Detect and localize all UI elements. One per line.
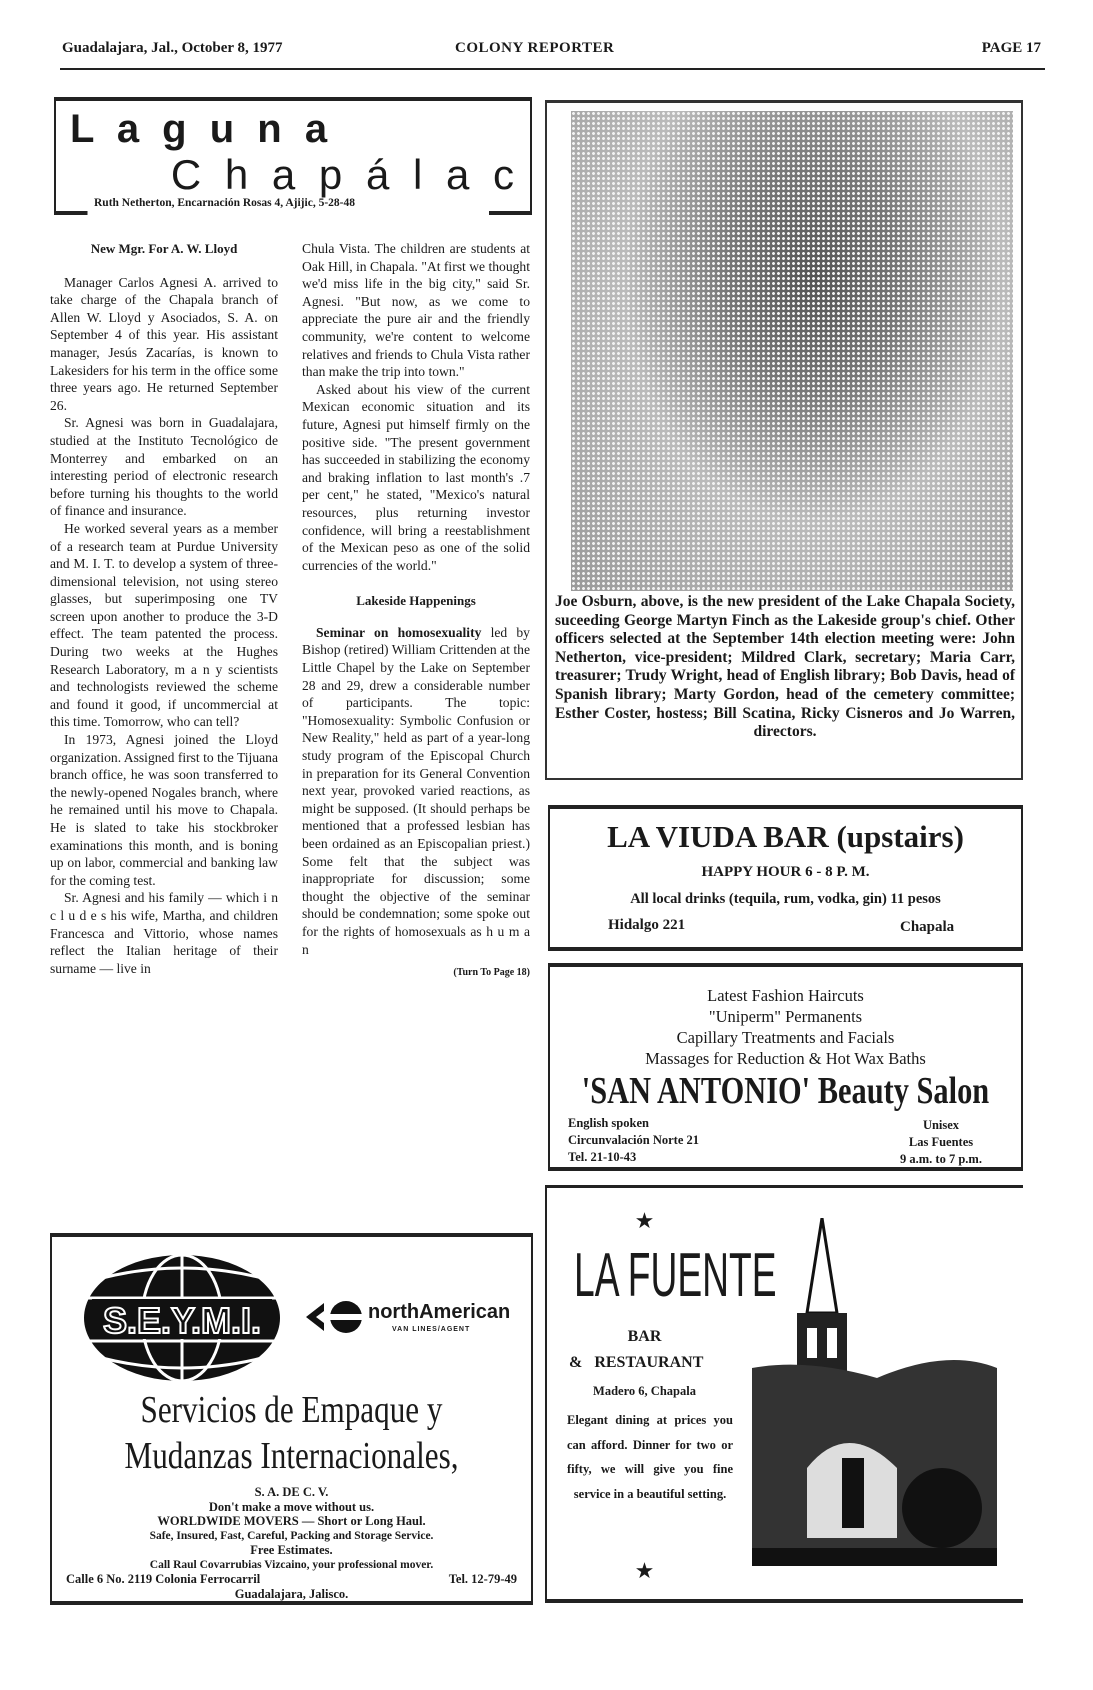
salon-hours: 9 a.m. to 7 p.m. (900, 1152, 982, 1166)
ad-headline (71, 1387, 513, 1479)
article-body: led by Bishop (retired) William Crittenden at the Little Chapel by the Lake on September 28 and 29, drew a considerable number of participants. The topic: "Homosexuality: Symbolic Confusion or New Reality," held as part of a year-long study program of the Episcopal Church in preparation for its General Convention next year, provoked varied reactions, as might be supposed. (It should perhaps be mentioned that a professed lesbian has been ordained as an Episcopalian priest.) Some felt that the subject was inappropriate for discussion; some thought the objective of the seminar should be condemnation; some spoke out for the rights of homosexuals as h u m a n (302, 624, 530, 957)
ad-san-antonio-salon (548, 963, 1023, 1171)
restaurant-description: Elegant dining at prices you can afford. Dinner for two or fifty, we will give you fine service in a beautiful setting. (567, 1413, 733, 1501)
restaurant-address: Madero 6, Chapala (593, 1384, 696, 1398)
svg-text:S.E.Y.M.I.: S.E.Y.M.I. (102, 1300, 262, 1341)
ad-title: LA VIUDA BAR (upstairs) (607, 819, 964, 854)
page-number: PAGE 17 (981, 40, 1041, 56)
jump-line[interactable]: (Turn To Page 18) (453, 967, 530, 979)
article-lead: Seminar on homosexuality (316, 624, 482, 640)
ad-la-fuente (545, 1185, 1023, 1603)
article-column-2 (302, 240, 530, 982)
salon-contact (568, 1115, 699, 1166)
salon-phone: Tel. 21-10-43 (568, 1150, 637, 1164)
article-paragraph: Manager Carlos Agnesi A. arrived to take charge of the Chapala branch of Allen W. Lloyd y Asociados, S. A. on September 4 of this year. His assistant manager, Jesús Zacarías, is known to Lakesiders for his term in the office some three years ago. He returned September 26. (50, 274, 278, 413)
ad-la-viuda-bar (548, 805, 1023, 951)
salon-language: English spoken (568, 1116, 649, 1130)
salon-unisex: Unisex (922, 1118, 960, 1132)
mover-address: Calle 6 No. 2119 Colonia Ferrocarril (66, 1572, 261, 1586)
detail-line: S. A. DE C. V. (254, 1485, 329, 1499)
ad-happy-hour: HAPPY HOUR 6 - 8 P. M. (701, 864, 870, 880)
globe-logo-icon (82, 1253, 282, 1383)
article-paragraph: Asked about his view of the current Mexican economic situation and its future, Agnesi put himself firmly on the positive side. "The present government has succeeded in stabilizing the economy and braking inflation to last month's .7 per cent," he stated, "Mexico's natural resources, plus returning investor confidence, will bring a reestablishment of the Mexican peso as one of the solid currencies of the world." (302, 381, 530, 573)
star-icon: ★ (634, 1208, 655, 1233)
partner-name: northAmerican (368, 1301, 511, 1323)
ad-town: Chapala (900, 919, 955, 935)
detail-line: Don't make a move without us. (208, 1499, 375, 1514)
salon-name: 'SAN ANTONIO' Beauty Salon (581, 1070, 990, 1112)
ad-details (52, 1485, 531, 1601)
article-paragraph: Chula Vista. The children are students at Oak Hill, in Chapala. "At first we thought we'd miss life in the big city," said Sr. Agnesi. "But now, as we come to appreciate the pure air and the friendly community, we're content to welcome relatives and friends to Chula Vista rather than make the trip into town." (302, 241, 530, 380)
salon-address: Circunvalación Norte 21 (568, 1133, 700, 1147)
star-icon: ★ (634, 1558, 655, 1583)
masthead-title-2: C h a p á l a c (170, 151, 520, 198)
restaurant-sub: & RESTAURANT (569, 1354, 704, 1371)
section-headline: Lakeside Happenings (356, 593, 476, 609)
newspaper-name: COLONY REPORTER (455, 40, 615, 56)
detail-line: Free Estimates. (250, 1543, 333, 1557)
mover-phone: Tel. 12-79-49 (448, 1572, 517, 1586)
portrait-photo (571, 111, 1013, 591)
partner-subtitle: VAN LINES/AGENT (392, 1326, 471, 1333)
headline-line-2: Mudanzas Internacionales, (124, 1435, 459, 1477)
detail-line: Call Raul Covarrubias Vizcaino, your professional mover. (149, 1558, 434, 1571)
salon-info (871, 1117, 1011, 1168)
church-illustration (747, 1218, 1007, 1578)
service-line: Latest Fashion Haircuts (707, 986, 864, 1005)
article-paragraph: Sr. Agnesi and his family — which i n c l u d e s his wife, Martha, and children Francesca and Vittorio, whose names reflect the Italian heritage of their surname — live in (50, 890, 278, 976)
service-line: "Uniperm" Permanents (708, 1007, 863, 1026)
service-line: Capillary Treatments and Facials (676, 1028, 895, 1047)
header-rule (60, 68, 1045, 70)
article-headline: New Mgr. For A. W. Lloyd (90, 241, 238, 256)
salon-location: Las Fuentes (908, 1135, 974, 1149)
restaurant-sub-bar: BAR (627, 1328, 662, 1345)
ad-seymi-movers (50, 1233, 533, 1605)
article-paragraph: Sr. Agnesi was born in Guadalajara, studied at the Instituto Tecnológico de Monterrey and embarked on an interesting period of electronic research before turning his thoughts to the world of finance and insurance. (50, 415, 278, 519)
photo-caption: Joe Osburn, above, is the new president of the Lake Chapala Society, suceeding George Martyn Finch as the Lakeside group's chief. Other officers selected at the September 14th election meeting were: John Netherton, vice-president; Mildred Clark, secretary; Maria Carr, treasurer; Trudy Wright, head of English library; Bob Davis, head of Spanish library; Marty Gordon, head of the cemetery committee; Esther Coster, hostess; Bill Scatina, Ricky Cisneros and Jo Warren, directors. (555, 593, 1015, 741)
ad-drinks: All local drinks (tequila, rum, vodka, gin) 11 pesos (630, 891, 941, 907)
detail-line: WORLDWIDE MOVERS — Short or Long Haul. (157, 1514, 426, 1528)
article-column-1 (50, 240, 278, 977)
masthead-bottom-rule (54, 211, 532, 215)
restaurant-name: LA FUENTE (574, 1241, 777, 1310)
photo-box (545, 100, 1023, 780)
ad-services (550, 985, 1021, 1069)
masthead-title-1: L a g u n a (70, 107, 334, 151)
column-masthead (54, 97, 532, 215)
north-american-logo-icon (302, 1299, 364, 1335)
service-line: Massages for Reduction & Hot Wax Baths (645, 1049, 926, 1068)
headline-line-1: Servicios de Empaque y (140, 1389, 443, 1431)
mover-city: Guadalajara, Jalisco. (234, 1586, 349, 1601)
dateline: Guadalajara, Jal., October 8, 1977 (62, 40, 283, 56)
ad-address: Hidalgo 221 (608, 917, 686, 933)
address-row (52, 1572, 531, 1587)
byline: Ruth Netherton, Encarnación Rosas 4, Ajijic, 5-28-48 (94, 197, 355, 209)
article-paragraph: In 1973, Agnesi joined the Lloyd organization. Assigned first to the Tijuana branch office, he was soon transferred to the newly-opened Nogales branch, where he remained until his move to Chapala. He is slated to take his stockbroker examinations this month, and is boning up on labor, commercial and banking law for the coming test. (50, 732, 278, 888)
article-paragraph: He worked several years as a member of a research team at Purdue University and M. I. T. to develop a system of three-dimensional television, not using stereo glasses, but superimposing one TV screen upon another to produce the 3-D effect. The team patented the process. During two weeks at the Hughes Research Laboratory, m a n y scientists and technologists reviewed the scheme and found it good, if uncommercial at this time. Tomorrow, who can tell? (50, 520, 278, 730)
detail-line: Safe, Insured, Fast, Careful, Packing and Storage Service. (149, 1529, 434, 1542)
